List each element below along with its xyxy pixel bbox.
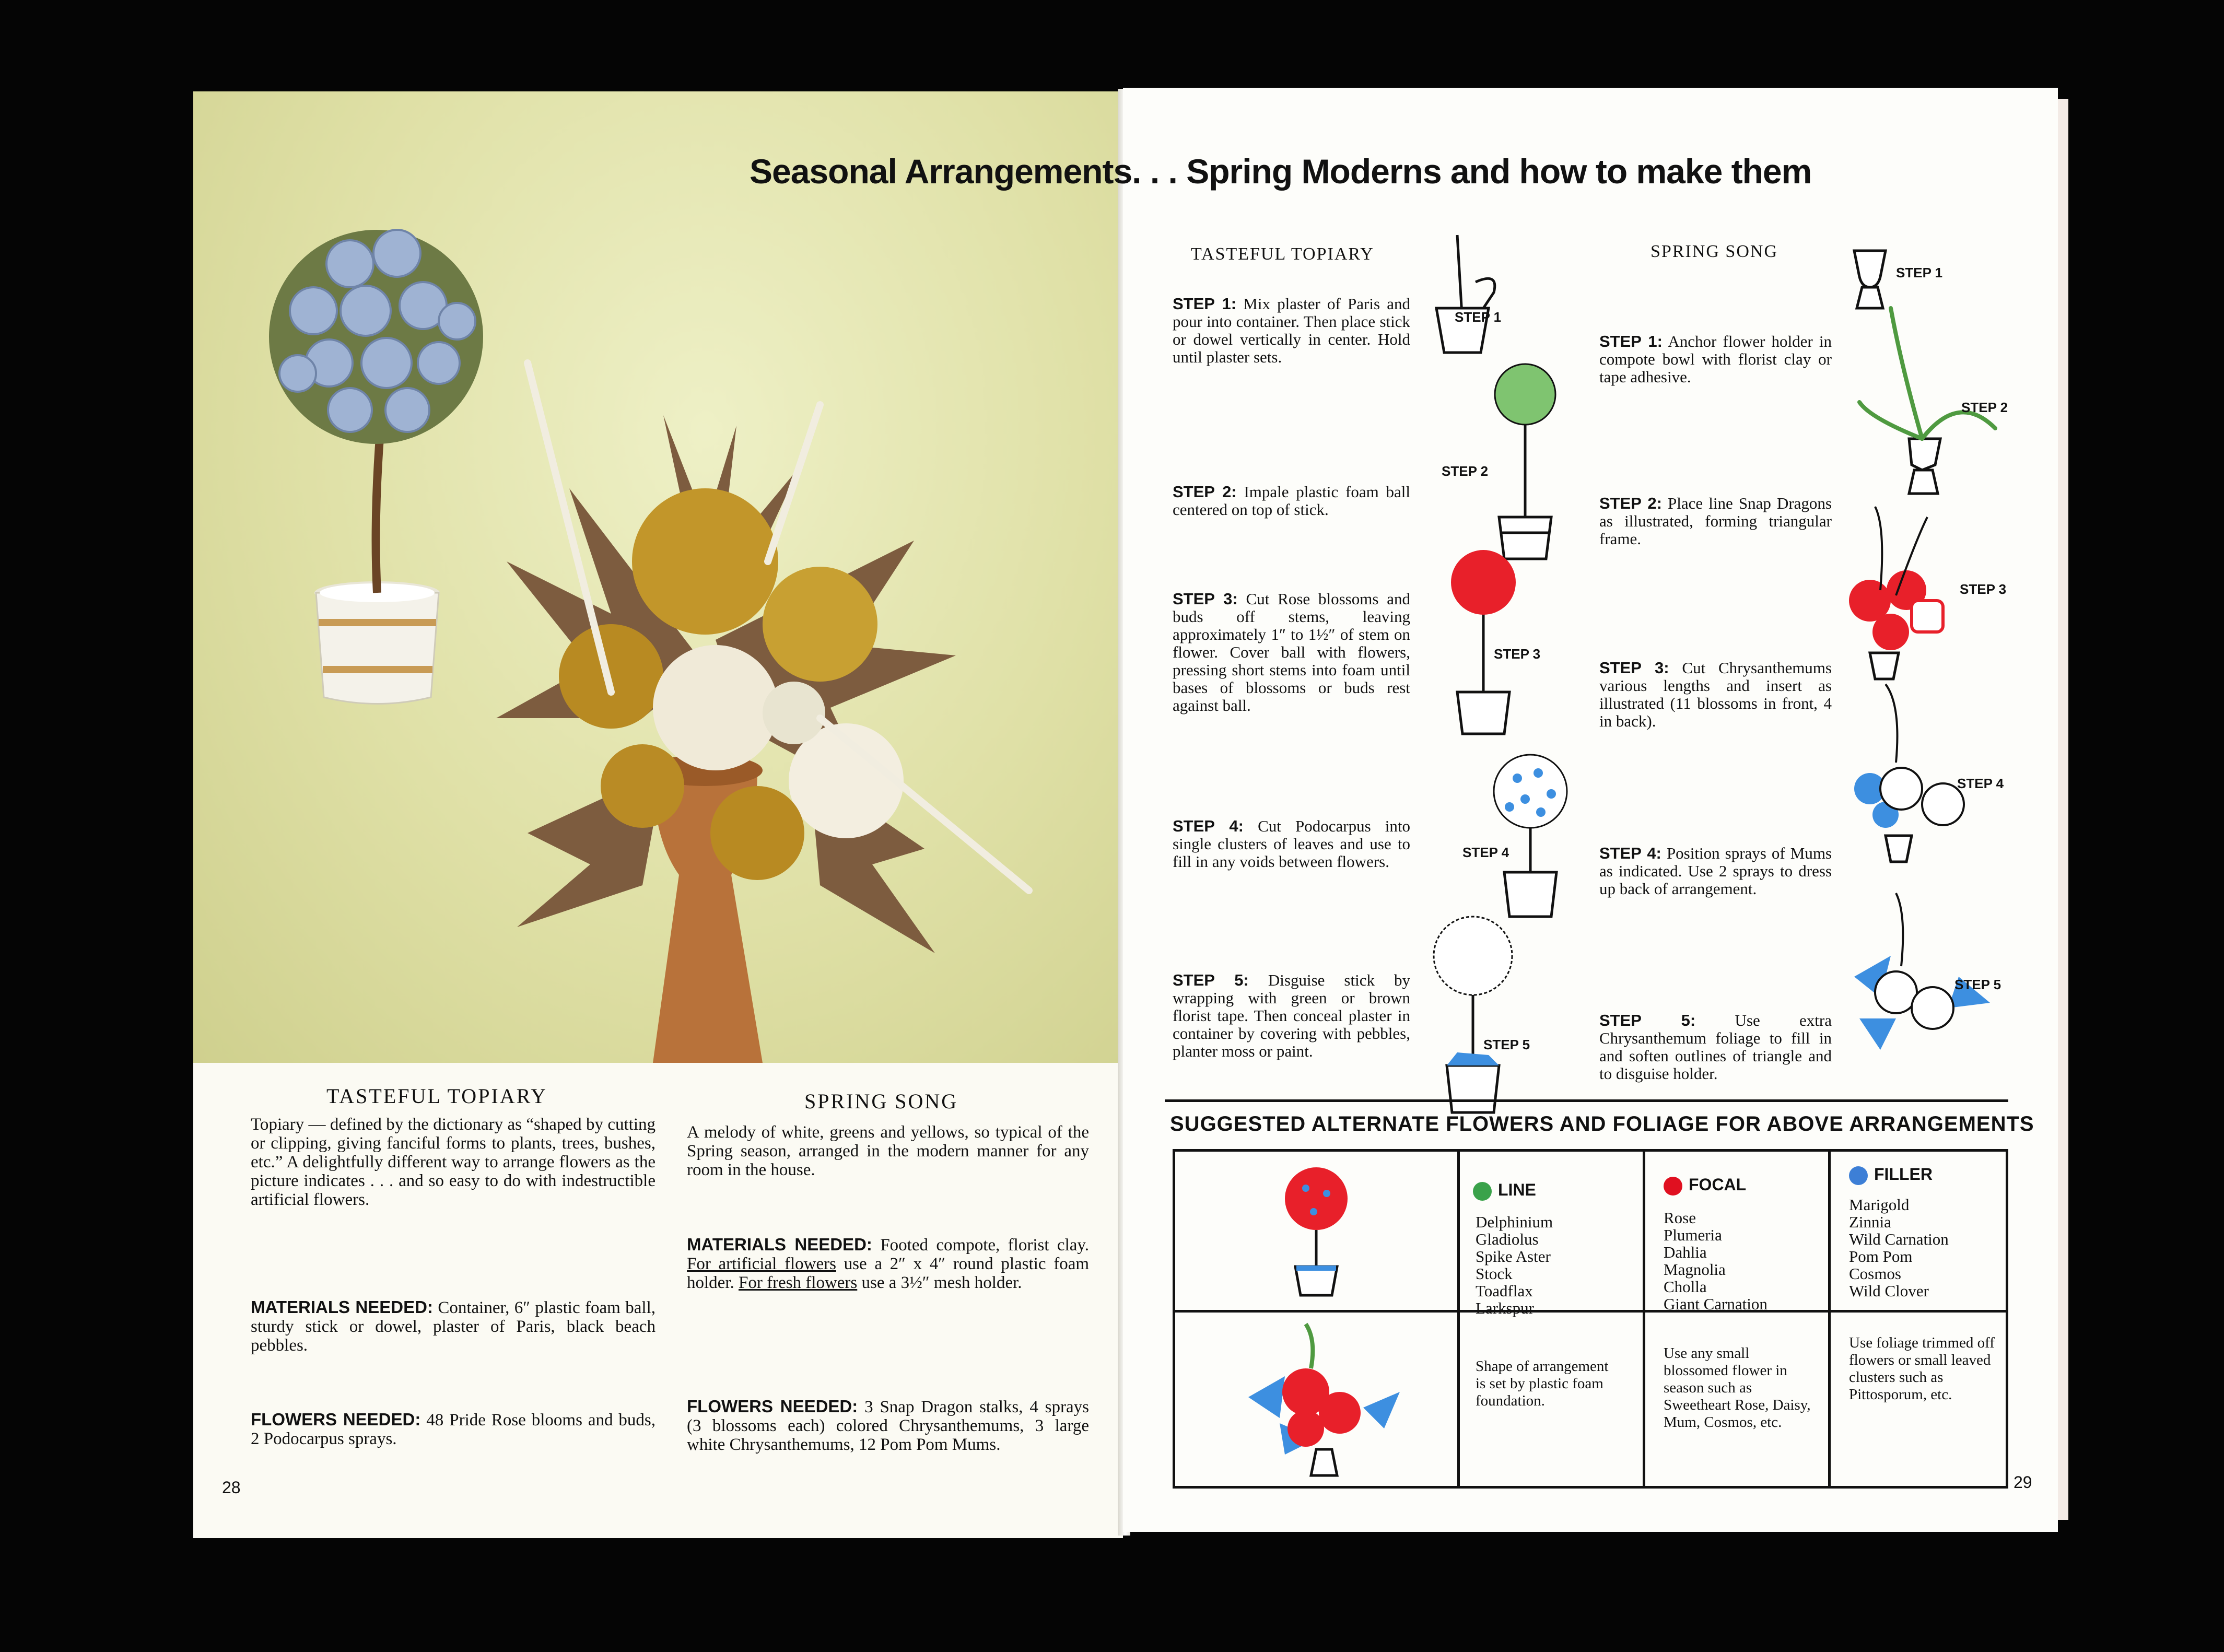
line-dot-icon <box>1473 1182 1492 1201</box>
table-divider <box>1643 1152 1645 1486</box>
filler-header <box>1849 1165 1933 1185</box>
spring-step-3 <box>1599 659 1832 730</box>
spring-step-4-label: STEP 4: <box>1599 844 1661 862</box>
spring-step-3-label: STEP 3: <box>1599 659 1669 677</box>
spring-step-1-label: STEP 1: <box>1599 332 1663 350</box>
topiary-fig-step-2-label: STEP 2 <box>1442 463 1489 479</box>
list-item: Wild Carnation <box>1849 1230 1949 1248</box>
page-banner <box>750 151 1811 191</box>
spring-song-materials <box>687 1235 1089 1292</box>
page-number-right: 29 <box>2014 1473 2032 1492</box>
topiary-fig-step-5-label: STEP 5 <box>1483 1037 1530 1052</box>
line-header-label: LINE <box>1498 1180 1536 1199</box>
focal-dot-icon <box>1664 1177 1682 1196</box>
spring-step-2 <box>1599 495 1832 548</box>
spring-song-intro: A melody of white, greens and yellows, so typical of the Spring season, arranged in the modern manner for any room in the house. <box>687 1123 1089 1179</box>
spring-step-2-text: Place line Snap Dragons as illustrated, forming triangular frame. <box>1599 494 1832 548</box>
spring-step-4-text: Position sprays of Mums as indicated. Use 2 sprays to dress up back of arrangement. <box>1599 844 1832 898</box>
left-page <box>193 91 1123 1538</box>
filler-list <box>1849 1196 1949 1299</box>
topiary-thumbnail <box>1264 1162 1368 1303</box>
spring-step-5 <box>1599 1012 1832 1083</box>
spring-fig-step-4-label: STEP 4 <box>1957 776 2004 791</box>
topiary-step-2 <box>1173 483 1410 519</box>
spring-song-flowers <box>687 1397 1089 1454</box>
list-item: Spike Aster <box>1476 1247 1551 1266</box>
list-item: Zinnia <box>1849 1213 1891 1231</box>
table-divider <box>1175 1310 2006 1313</box>
table-divider <box>1828 1152 1831 1486</box>
topiary-step-4-text: Cut Podocarpus into single clusters of leaves and use to fill in any voids between flowers. <box>1173 817 1410 871</box>
topiary-step-3 <box>1173 590 1410 714</box>
spring-flowers-label: FLOWERS NEEDED: <box>687 1397 858 1416</box>
table-title: SUGGESTED ALTERNATE FLOWERS AND FOLIAGE FOR ABOVE ARRANGEMENTS <box>1170 1112 2034 1135</box>
topiary-step-4 <box>1173 817 1410 871</box>
list-item: Toadflax <box>1476 1282 1533 1300</box>
photo-illustration <box>193 91 1123 1063</box>
table-top-rule <box>1165 1099 2008 1102</box>
spring-materials-text-1: Footed compote, florist clay. <box>880 1236 1089 1255</box>
focal-note: Use any small blossomed flower in season such as Sweetheart Rose, Daisy, Mum, Cosmos, etc. <box>1664 1345 1811 1431</box>
topiary-heading: TASTEFUL TOPIARY <box>326 1084 547 1108</box>
spring-materials-text-3: use a 3½″ mesh holder. <box>861 1273 1022 1292</box>
list-item: Magnolia <box>1664 1260 1726 1279</box>
spring-step-5-text: Use extra Chrysanthemum foliage to fill in and soften outlines of triangle and to disguise holder. <box>1599 1011 1832 1083</box>
list-item: Delphinium <box>1476 1213 1553 1231</box>
list-item: Larkspur <box>1476 1299 1534 1317</box>
topiary-step-3-text: Cut Rose blossoms and buds off stems, leaving approximately 1″ to 1½″ of stem on flower. Cover ball with flowers, pressing short stems into foam until bases of blossoms or buds rest against ball. <box>1173 590 1410 714</box>
list-item: Gladiolus <box>1476 1230 1539 1248</box>
list-item: Dahlia <box>1664 1243 1707 1261</box>
filler-dot-icon <box>1849 1166 1868 1185</box>
list-item: Plumeria <box>1664 1226 1722 1244</box>
topiary-fig-step-3-label: STEP 3 <box>1494 646 1541 662</box>
spring-step-4 <box>1599 845 1832 898</box>
topiary-fig-step-1-label: STEP 1 <box>1455 309 1502 325</box>
topiary-flowers <box>251 1410 656 1448</box>
topiary-materials-label: MATERIALS NEEDED: <box>251 1297 433 1317</box>
spring-fig-step-5-label: STEP 5 <box>1954 977 2001 992</box>
spring-materials-text-2: use a 2″ x 4″ round plastic foam holder. <box>687 1255 1090 1292</box>
alternates-table <box>1173 1149 2008 1489</box>
table-divider <box>1457 1152 1460 1486</box>
spring-materials-link-1: For artificial flowers <box>687 1255 836 1273</box>
filler-header-label: FILLER <box>1874 1165 1933 1184</box>
spring-step-3-text: Cut Chrysanthemums various lengths and insert as illustrated (11 blossoms in front, 4 in back). <box>1599 659 1832 730</box>
line-list <box>1476 1213 1553 1317</box>
topiary-step-5-label: STEP 5: <box>1173 971 1249 989</box>
line-header <box>1473 1180 1536 1201</box>
focal-list <box>1664 1209 1768 1313</box>
spring-fig-step-2-label: STEP 2 <box>1961 400 2008 415</box>
topiary-step-1 <box>1173 295 1410 366</box>
page-number-left: 28 <box>222 1478 241 1497</box>
spring-song-heading: SPRING SONG <box>804 1089 958 1113</box>
topiary-step-figures <box>1426 225 1598 1123</box>
spring-step-2-label: STEP 2: <box>1599 494 1662 512</box>
list-item: Cholla <box>1664 1278 1707 1296</box>
topiary-step-5 <box>1173 971 1410 1060</box>
arrangements-photo <box>193 91 1123 1063</box>
topiary-step-5-text: Disguise stick by wrapping with green or brown florist tape. Then conceal plaster in container by covering with pebbles, planter moss or paint. <box>1173 971 1410 1060</box>
list-item: Pom Pom <box>1849 1247 1913 1266</box>
topiary-fig-step-4-label: STEP 4 <box>1462 845 1509 860</box>
spring-fig-step-1-label: STEP 1 <box>1896 265 1943 280</box>
topiary-step-4-label: STEP 4: <box>1173 817 1244 835</box>
spring-flowers-text: 3 Snap Dragon stalks, 4 sprays (3 blossoms each) colored Chrysanthemums, 3 large white Chrysanthemums, 12 Pom Pom Mums. <box>687 1398 1090 1454</box>
topiary-step-3-label: STEP 3: <box>1173 590 1238 608</box>
banner-left: Seasonal Arrangements <box>750 152 1132 191</box>
line-note: Shape of arrangement is set by plastic foam foundation. <box>1476 1358 1609 1409</box>
topiary-step-2-label: STEP 2: <box>1173 483 1237 501</box>
focal-header <box>1664 1175 1746 1196</box>
spring-materials-link-2: For fresh flowers <box>738 1273 858 1292</box>
topiary-materials <box>251 1298 656 1355</box>
banner-right: . . . Spring Moderns and how to make them <box>1132 152 1812 191</box>
list-item: Wild Clover <box>1849 1282 1929 1300</box>
topiary-flowers-label: FLOWERS NEEDED: <box>251 1410 421 1429</box>
spring-song-thumbnail <box>1238 1319 1410 1486</box>
focal-header-label: FOCAL <box>1689 1175 1747 1194</box>
right-spring-heading: SPRING SONG <box>1651 242 1778 261</box>
topiary-step-1-text: Mix plaster of Paris and pour into container. Then place stick or dowel vertically in center. Hold until plaster sets. <box>1173 295 1410 366</box>
filler-note: Use foliage trimmed off flowers or small leaved clusters such as Pittosporum, etc. <box>1849 1334 1995 1403</box>
list-item: Marigold <box>1849 1196 1910 1214</box>
list-item: Rose <box>1664 1209 1696 1227</box>
list-item: Stock <box>1476 1264 1513 1283</box>
spring-step-5-label: STEP 5: <box>1599 1011 1696 1029</box>
spring-fig-step-3-label: STEP 3 <box>1960 581 2007 597</box>
right-topiary-heading: TASTEFUL TOPIARY <box>1191 244 1374 264</box>
spring-step-1-text: Anchor flower holder in compote bowl with florist clay or tape adhesive. <box>1599 332 1832 386</box>
topiary-step-2-text: Impale plastic foam ball centered on top of stick. <box>1173 483 1410 519</box>
list-item: Cosmos <box>1849 1264 1901 1283</box>
topiary-flowers-text: 48 Pride Rose blooms and buds, 2 Podocarpus sprays. <box>251 1411 656 1448</box>
topiary-intro: Topiary — defined by the dictionary as “shaped by cutting or clipping, giving fanciful forms to plants, trees, bushes, etc.” A delightfully different way to arrange flowers as the picture indicates . . . and so easy to do with indestructible artificial flowers. <box>251 1115 656 1209</box>
topiary-materials-text: Container, 6″ plastic foam ball, sturdy stick or dowel, plaster of Paris, black beach pebbles. <box>251 1298 656 1355</box>
spring-materials-label: MATERIALS NEEDED: <box>687 1235 872 1254</box>
spring-step-1 <box>1599 333 1832 386</box>
spring-step-figures <box>1839 235 2016 1081</box>
list-item: Giant Carnation <box>1664 1295 1768 1313</box>
topiary-step-1-label: STEP 1: <box>1173 295 1237 313</box>
